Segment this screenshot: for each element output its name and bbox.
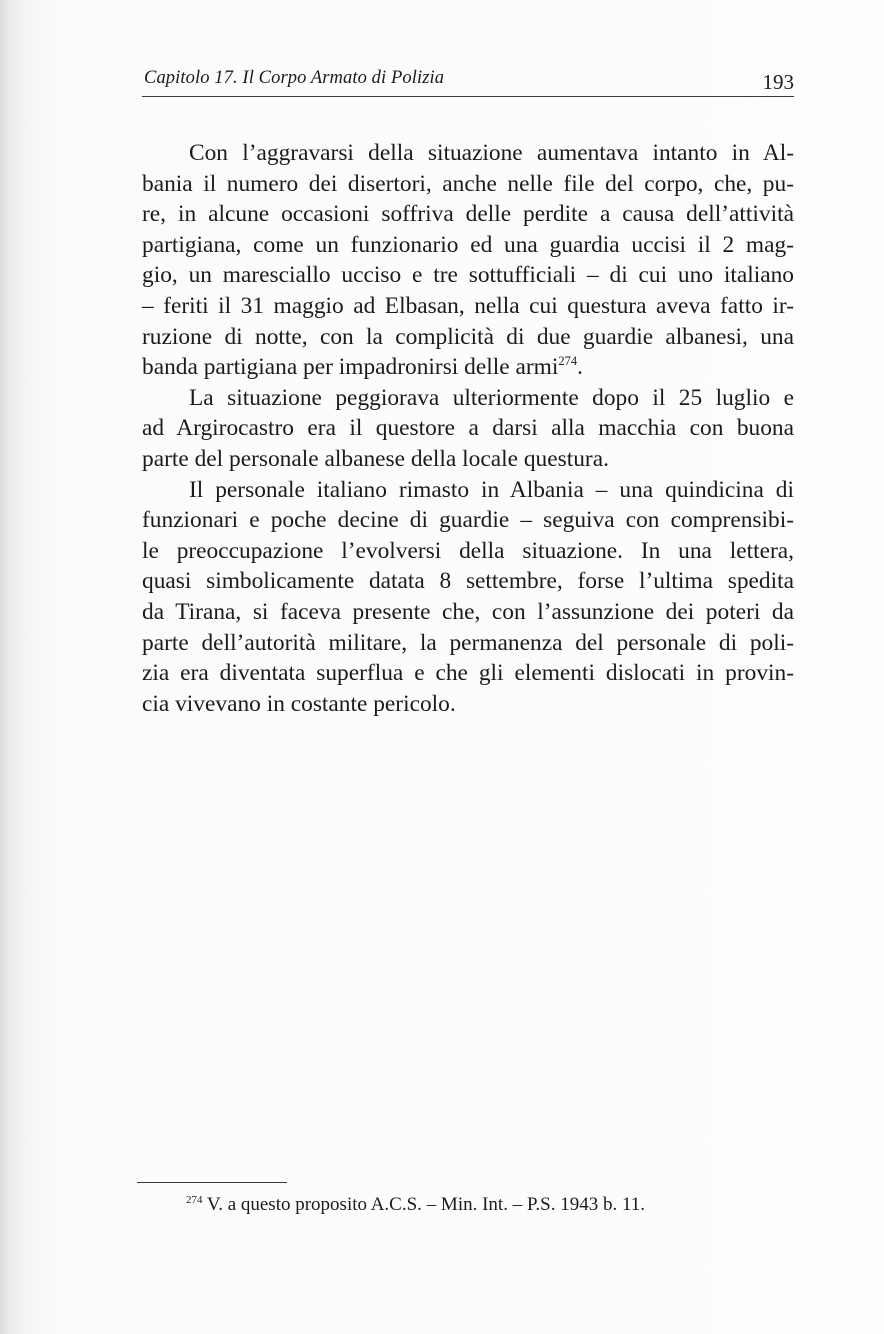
running-title: Capitolo 17. Il Corpo Armato di Polizia bbox=[144, 68, 445, 88]
text-line: cia vivevano in costante pericolo. bbox=[142, 690, 456, 717]
text-line: – feriti il 31 maggio ad Elbasan, nella cui questura aveva fatto ir- bbox=[142, 292, 794, 319]
text-line: zia era diventata superflua e che gli elementi dislocati in provin- bbox=[142, 660, 794, 687]
text-line: Il personale italiano rimasto in Albania – una quindicina di bbox=[189, 476, 794, 503]
footnote-text: V. a questo proposito A.C.S. – Min. Int. – P.S. 1943 b. 11. bbox=[206, 1194, 646, 1215]
footnote-reference: 274 bbox=[558, 354, 578, 369]
footnote bbox=[186, 1194, 645, 1216]
line-end-punctuation: . bbox=[577, 354, 583, 381]
text-line: La situazione peggiorava ulteriormente dopo il 25 luglio e bbox=[189, 384, 794, 411]
text-line: gio, un maresciallo ucciso e tre sottufficiali – di cui uno italiano bbox=[142, 262, 794, 289]
text-line: parte dell’autorità militare, la permanenza del personale di poli- bbox=[142, 629, 794, 656]
footnote-number: 274 bbox=[186, 1194, 203, 1206]
text-line: ad Argirocastro era il questore a darsi alla macchia con buona bbox=[142, 415, 794, 442]
text-line: Con l’aggravarsi della situazione aumentava intanto in Al- bbox=[189, 140, 794, 166]
text-line: partigiana, come un funzionario ed una guardia uccisi il 2 mag- bbox=[142, 231, 794, 258]
text-line: ruzione di notte, con la complicità di due guardie albanesi, una bbox=[142, 323, 794, 350]
body-text bbox=[142, 138, 794, 719]
page-number: 193 bbox=[762, 70, 794, 94]
running-header bbox=[142, 66, 794, 97]
text-line: da Tirana, si faceva presente che, con l’assunzione dei poteri da bbox=[142, 598, 794, 625]
text-line: funzionari e poche decine di guardie – seguiva con comprensibi- bbox=[142, 507, 794, 534]
text-line: re, in alcune occasioni soffriva delle perdite a causa dell’attività bbox=[142, 201, 794, 228]
text-line: bania il numero dei disertori, anche nelle file del corpo, che, pu- bbox=[142, 170, 794, 197]
text-line: le preoccupazione l’evolversi della situazione. In una lettera, bbox=[142, 537, 794, 564]
text-line bbox=[142, 352, 794, 383]
line-text: banda partigiana per impadronirsi delle armi bbox=[142, 354, 559, 381]
text-line: quasi simbolicamente datata 8 settembre, forse l’ultima spedita bbox=[142, 568, 794, 595]
text-line: parte del personale albanese della locale questura. bbox=[142, 445, 609, 472]
footnote-separator bbox=[137, 1182, 287, 1183]
